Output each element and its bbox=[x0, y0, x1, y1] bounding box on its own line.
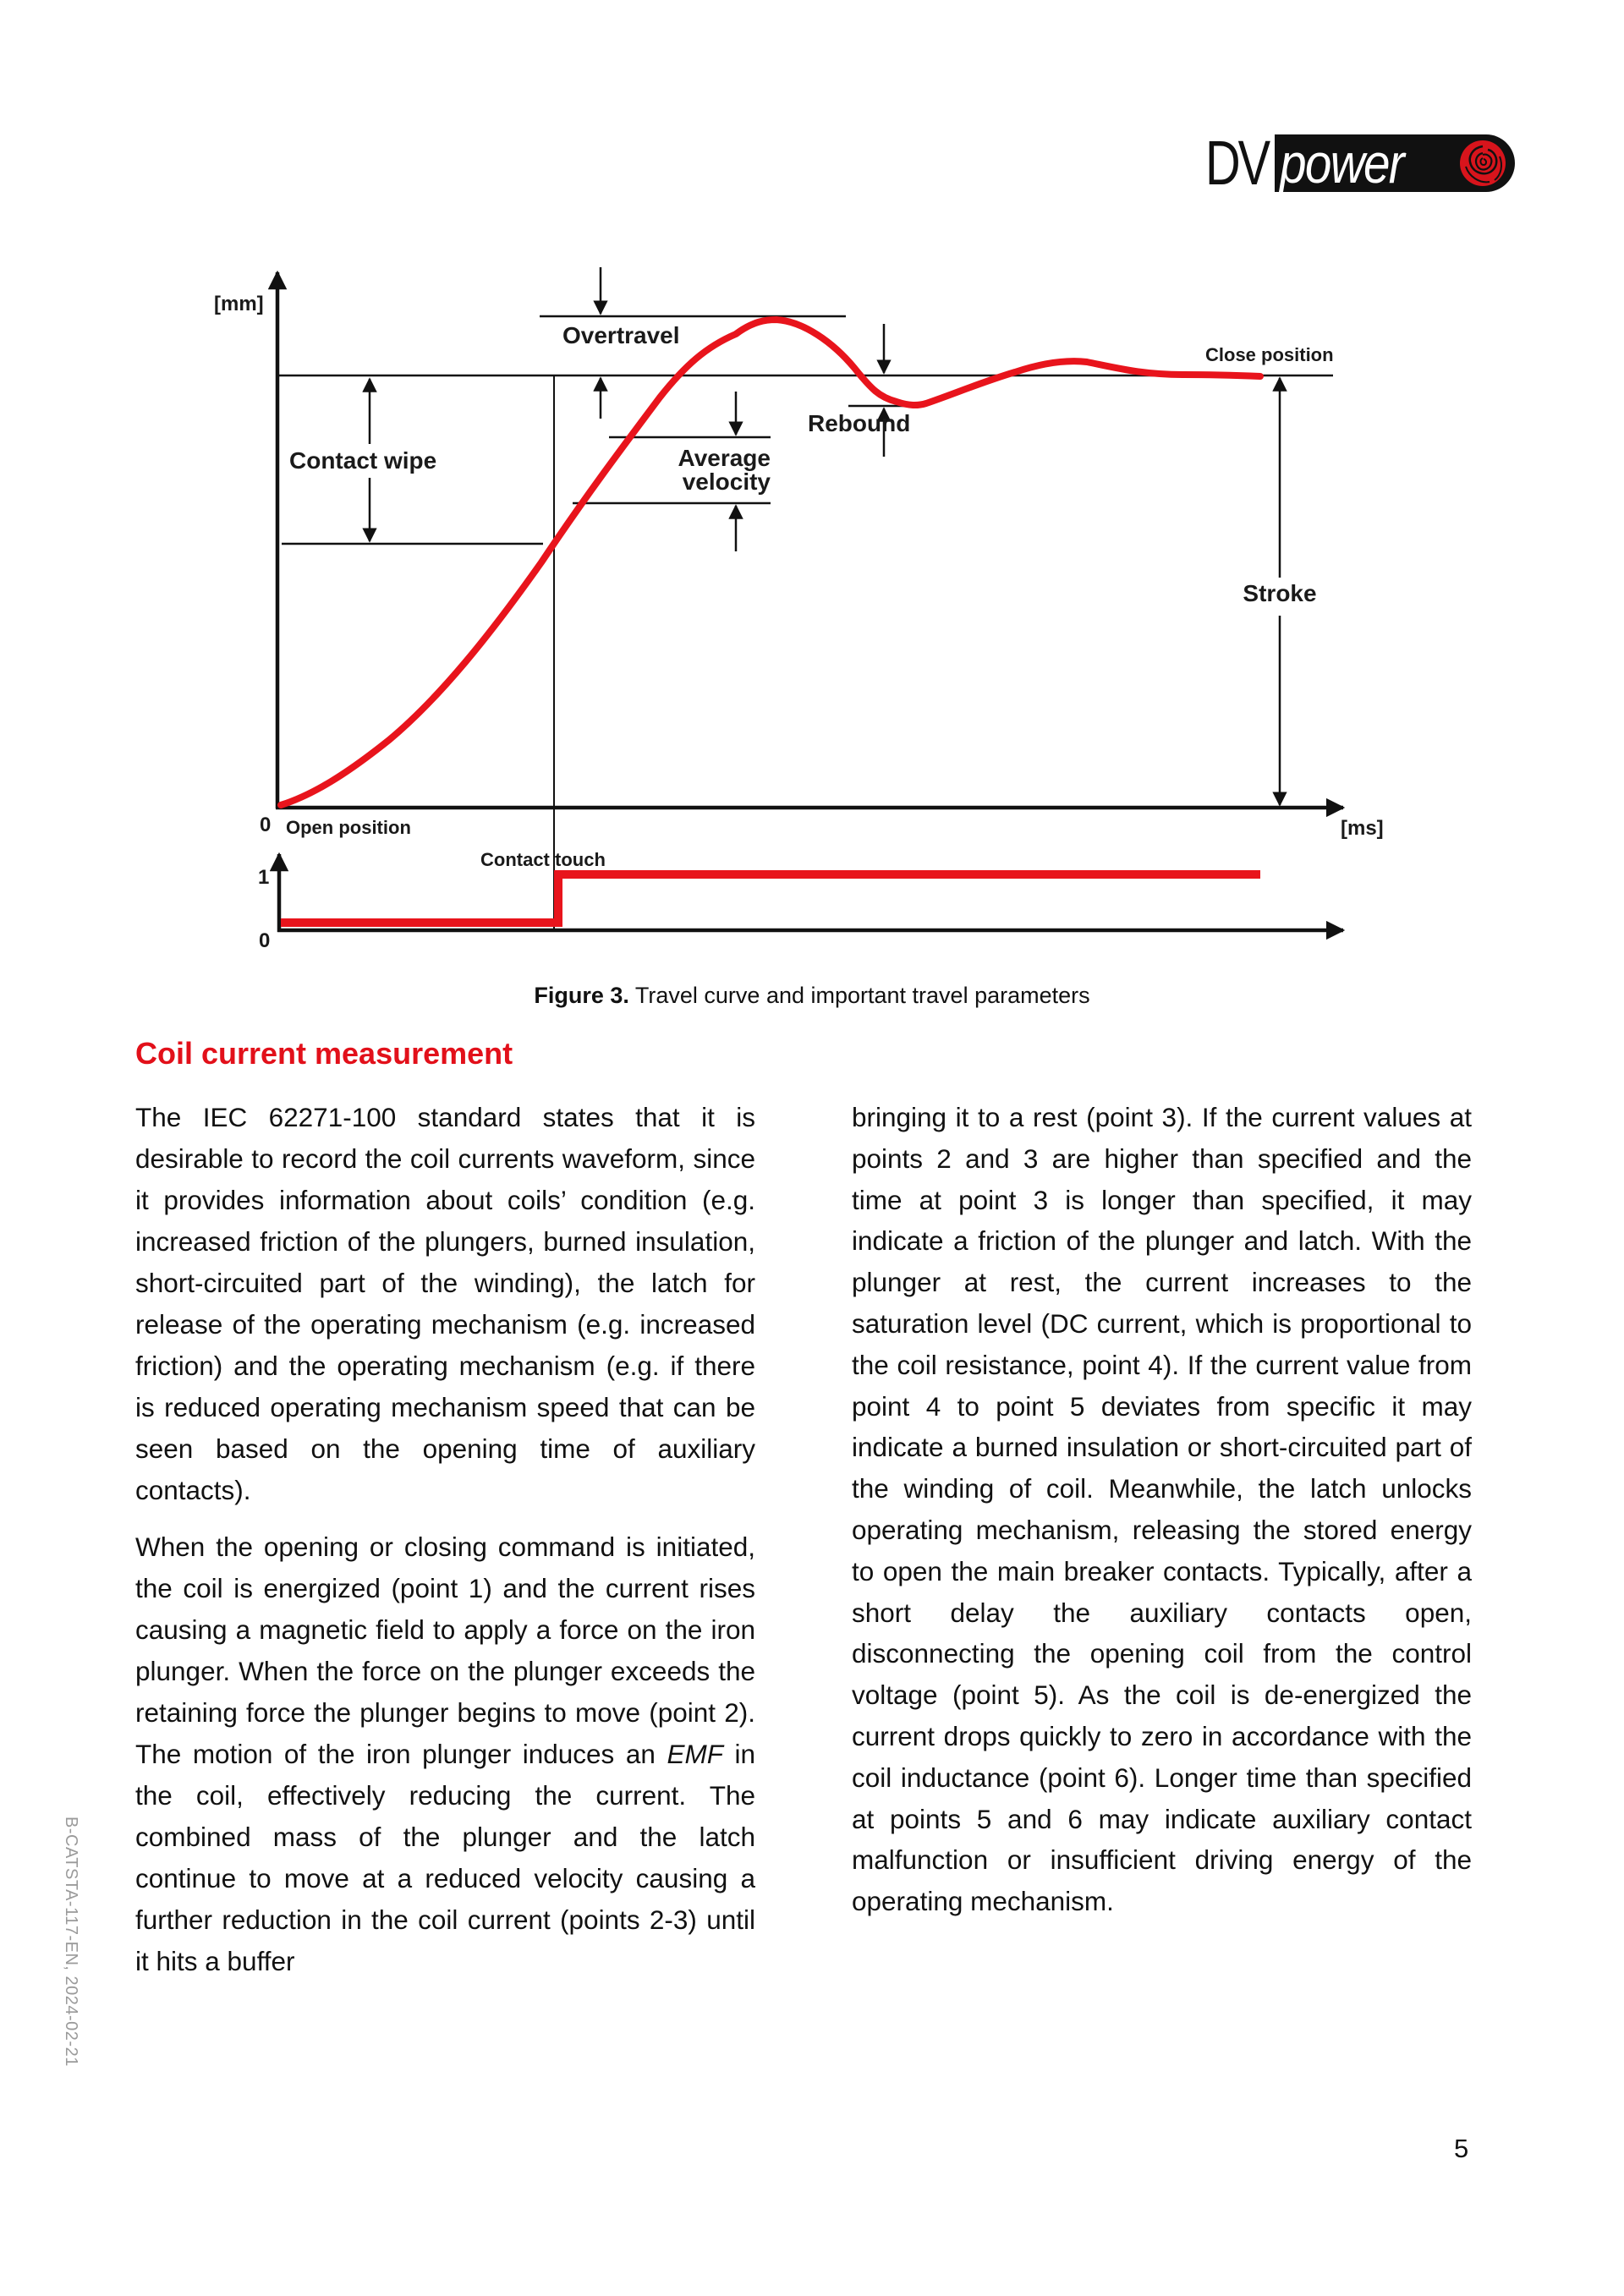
figure-caption-text: Travel curve and important travel parameters bbox=[628, 983, 1090, 1008]
paragraph-3: bringing it to a rest (point 3). If the current values at points 2 and 3 are higher than specified and the time at point 3 is longer than specified, it may indicate a friction of the plunger and latch. With the plunger at rest, the current increases to the saturation level (DC current, which is proportional to the coil resistance, point 4). If the current value from point 4 to point 5 deviates from specific it may indicate a burned insulation or short-circuited part of the winding of coil. Meanwhile, the latch unlocks operating mechanism, releasing the stored energy to open the main breaker contacts. Typically, after a short delay the auxiliary contacts open, disconnecting the opening coil from the control voltage (point 5). As the coil is de-energized the current drops quickly to zero in accordance with the coil inductance (point 6). Longer time than specified at points 5 and 6 may indicate auxiliary contact malfunction or insufficient driving energy of the operating mechanism. bbox=[852, 1102, 1472, 1917]
x-axis-label: [ms] bbox=[1341, 817, 1384, 840]
contact-zero-tick: 0 bbox=[259, 929, 271, 952]
contact-one-tick: 1 bbox=[258, 866, 270, 889]
emf-term: EMF bbox=[667, 1739, 723, 1769]
travel-curve-chart bbox=[0, 0, 1624, 981]
paragraph-1: The IEC 62271-100 standard states that it is desirable to record the coil currents waveform, since it provides information about coils’ condition (e.g. increased friction of the plungers, burned insulation, short-circuited part of the winding), the latch for release of the operating mechanism (e.g. increased friction) and the operating mechanism (e.g. if there is reduced operating mechanism speed that can be seen based on the opening time of auxiliary contacts). bbox=[135, 1102, 755, 1505]
paragraph-2-text-a: When the opening or closing command is initiated, the coil is energized (point 1) and the current rises causing a magnetic field to apply a force on the iron plunger. When the force on the plunger exceeds the retaining force the plunger begins to move (point 2). The motion of the iron plunger induces an bbox=[135, 1532, 755, 1769]
left-column bbox=[135, 1097, 755, 1997]
right-column bbox=[852, 1097, 1472, 1937]
avg-velocity-label-1: Average bbox=[678, 445, 771, 471]
contact-wipe-label: Contact wipe bbox=[289, 447, 437, 474]
logo-power-text: power bbox=[1280, 132, 1403, 195]
page-number: 5 bbox=[1454, 2134, 1469, 2163]
contact-state-line bbox=[281, 874, 1260, 923]
overtravel-label: Overtravel bbox=[562, 322, 680, 348]
logo-dv-text: DV bbox=[1205, 128, 1268, 198]
travel-zero-tick: 0 bbox=[260, 814, 272, 836]
paragraph-2 bbox=[135, 1526, 755, 1982]
document-code: B-CATSTA-117-EN, 2024-02-21 bbox=[62, 1817, 80, 2067]
paragraph-2-text-b: in the coil, effectively reducing the current. The combined mass of the plunger and the latch continue to move at a reduced velocity causing a further reduction in the coil current (points 2-3) until it hits a buffer bbox=[135, 1739, 755, 1976]
y-axis-label: [mm] bbox=[214, 293, 264, 315]
section-heading: Coil current measurement bbox=[135, 1036, 513, 1071]
travel-curve-line bbox=[281, 320, 1260, 805]
figure-caption-label: Figure 3. bbox=[534, 983, 629, 1008]
close-position-label: Close position bbox=[1205, 344, 1334, 365]
figure-caption bbox=[0, 983, 1624, 1009]
stroke-label: Stroke bbox=[1243, 580, 1317, 606]
open-position-label: Open position bbox=[286, 817, 411, 838]
rebound-label: Rebound bbox=[808, 410, 911, 436]
contact-touch-label: Contact touch bbox=[480, 849, 606, 870]
avg-velocity-label-2: velocity bbox=[682, 469, 771, 495]
travel-curve-figure bbox=[0, 0, 1624, 981]
